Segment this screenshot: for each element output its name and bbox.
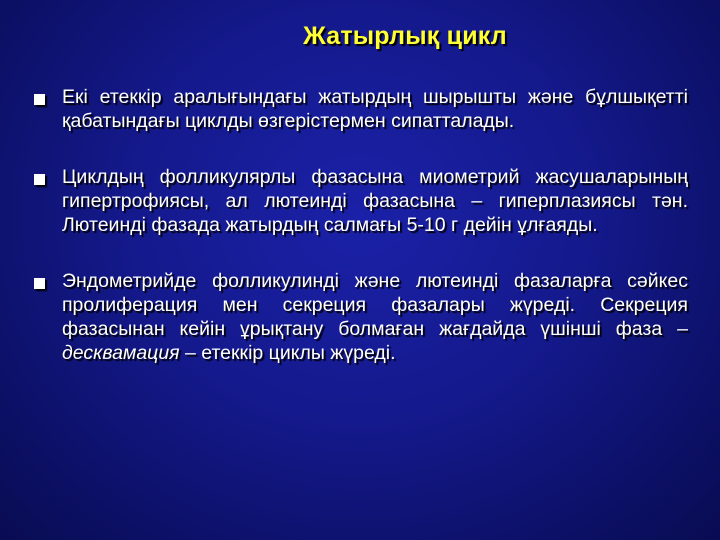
bullet-item <box>34 85 688 133</box>
bullet-list <box>34 85 688 397</box>
bullet-text <box>62 269 688 365</box>
bullet-text: Циклдың фолликулярлы фазасына миометрий жасушаларының гипертрофиясы, ал лютеинді фазасына – гиперплазиясы тән. Лютеинді фазада жатырдың салмағы 5-10 г дейін ұлғаяды. <box>62 166 688 236</box>
square-bullet-icon <box>34 94 45 105</box>
bullet-text-emphasis: десквамация <box>62 342 180 364</box>
bullet-text-end: – етеккір циклы жүреді. <box>179 342 396 364</box>
bullet-item <box>34 269 688 365</box>
square-bullet-icon <box>34 174 45 185</box>
slide-title: Жатырлық цикл <box>303 22 507 50</box>
square-bullet-icon <box>34 278 45 289</box>
bullet-text: Екі етеккір аралығындағы жатырдың шырышты және бұлшықетті қабатындағы циклды өзгерістермен сипатталады. <box>62 86 688 132</box>
bullet-item <box>34 165 688 237</box>
bullet-text-start: Эндометрийде фолликулинді және лютеинді фазаларға сәйкес пролиферация мен секреция фазалары жүреді. Секреция фазасынан кейін ұрықтану болмаған жағдайда үшінші фаза – <box>62 270 688 340</box>
